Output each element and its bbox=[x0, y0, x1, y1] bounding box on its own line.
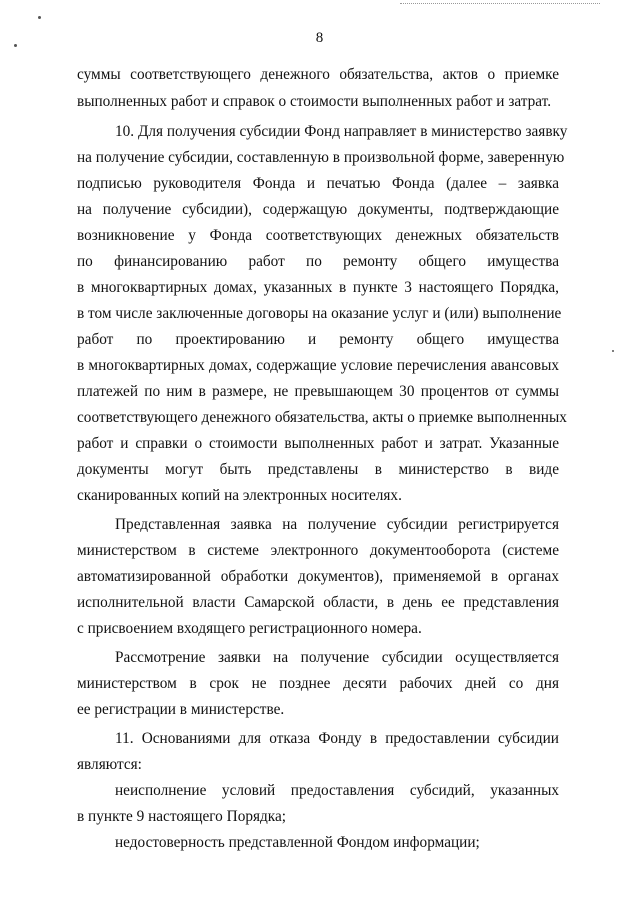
text-line: возникновение у Фонда соответствующих денежных обязательств bbox=[77, 227, 559, 244]
text-line: на получение субсидии), содержащую документы, подтверждающие bbox=[77, 201, 559, 218]
text-line: в том числе заключенные договоры на оказание услуг и (или) выполнение bbox=[77, 305, 562, 322]
scan-edge bbox=[400, 3, 600, 5]
text-line: министерством в срок не позднее десяти рабочих дней со дня bbox=[77, 675, 559, 692]
text-line: в пункте 9 настоящего Порядка; bbox=[77, 808, 287, 825]
text-line: выполненных работ и справок о стоимости выполненных работ и затрат. bbox=[77, 93, 552, 110]
scan-speck bbox=[38, 16, 41, 19]
text-line: с присвоением входящего регистрационного номера. bbox=[77, 620, 422, 637]
text-line: соответствующего денежного обязательства, акты о приемке выполненных bbox=[77, 409, 567, 426]
text-line: платежей по ним в размере, не превышающем 30 процентов от суммы bbox=[77, 383, 559, 400]
text-line: недостоверность представленной Фондом информации; bbox=[115, 834, 480, 851]
text-line: 11. Основаниями для отказа Фонду в предоставлении субсидии bbox=[115, 730, 559, 747]
text-line: в многоквартирных домах, указанных в пункте 3 настоящего Порядка, bbox=[77, 279, 559, 296]
text-line: Представленная заявка на получение субсидии регистрируется bbox=[115, 516, 559, 533]
text-line: сканированных копий на электронных носителях. bbox=[77, 487, 402, 504]
text-line: по финансированию работ по ремонту общего имущества bbox=[77, 253, 559, 270]
text-line: на получение субсидии, составленную в произвольной форме, заверенную bbox=[77, 149, 565, 166]
text-line: 10. Для получения субсидии Фонд направляет в министерство заявку bbox=[115, 123, 568, 140]
text-line: работ и справки о стоимости выполненных работ и затрат. Указанные bbox=[77, 435, 559, 452]
text-line: работ по проектированию и ремонту общего имущества bbox=[77, 331, 559, 348]
text-line: Рассмотрение заявки на получение субсидии осуществляется bbox=[115, 649, 559, 666]
text-line: неисполнение условий предоставления субсидий, указанных bbox=[115, 782, 559, 799]
scan-speck bbox=[612, 350, 614, 352]
text-line: суммы соответствующего денежного обязательства, актов о приемке bbox=[77, 66, 559, 83]
text-line: автоматизированной обработки документов), применяемой в органах bbox=[77, 568, 559, 585]
page-number: 8 bbox=[315, 30, 324, 46]
text-line: подписью руководителя Фонда и печатью Фонда (далее – заявка bbox=[77, 175, 559, 192]
text-line: документы могут быть представлены в министерство в виде bbox=[77, 461, 559, 478]
text-line: являются: bbox=[77, 756, 142, 773]
text-line: ее регистрации в министерстве. bbox=[77, 701, 285, 718]
text-line: в многоквартирных домах, содержащие условие перечисления авансовых bbox=[77, 357, 559, 374]
text-line: министерством в системе электронного документооборота (системе bbox=[77, 542, 559, 559]
text-line: исполнительной власти Самарской области, в день ее представления bbox=[77, 594, 559, 611]
